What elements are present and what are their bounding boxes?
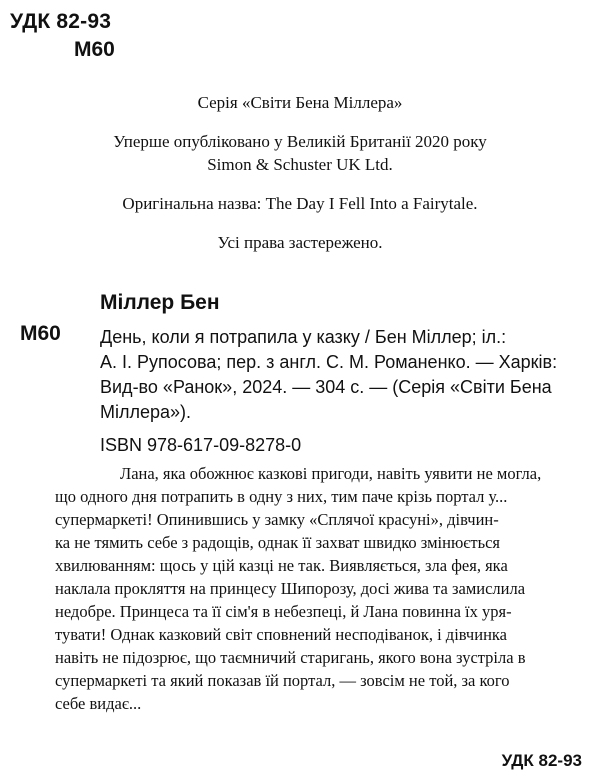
annotation-line: тувати! Однак казковий світ сповнений несподіванок, і дівчинка bbox=[55, 625, 507, 644]
original-title-line: Оригінальна назва: The Day I Fell Into a Fairytale. bbox=[122, 194, 478, 213]
description-line: Міллера»). bbox=[100, 402, 192, 422]
annotation-line: що одного дня потрапить в одну з них, тим паче крізь портал у... bbox=[55, 487, 508, 506]
udk-code-top: УДК 82-93 bbox=[10, 10, 112, 33]
publisher-line: Simon & Schuster UK Ltd. bbox=[207, 155, 393, 174]
annotation-line: ка не тямить себе з радощів, однак її захват швидко змінюється bbox=[55, 533, 501, 552]
annotation-line: наклала прокляття на принцесу Шипорозу, досі жива та замислила bbox=[55, 579, 526, 598]
annotation bbox=[55, 462, 580, 715]
first-published-line: Уперше опубліковано у Великій Британії 2020 року bbox=[113, 132, 487, 151]
bibliographic-description bbox=[100, 325, 580, 425]
catalog-author: Міллер Бен bbox=[100, 291, 220, 314]
author-mark-top: М60 bbox=[74, 38, 115, 61]
description-line: День, коли я потрапила у казку / Бен Міллер; іл.: bbox=[100, 327, 507, 347]
udk-code-bottom: УДК 82-93 bbox=[501, 751, 582, 770]
annotation-line: супермаркеті та який показав їй портал, — зовсім не той, за кого bbox=[55, 671, 510, 690]
series-line: Серія «Світи Бена Міллера» bbox=[197, 93, 403, 112]
annotation-line: себе видає... bbox=[55, 694, 142, 713]
annotation-line: супермаркеті! Опинившись у замку «Сплячої красуні», дівчин- bbox=[55, 510, 499, 529]
rights-reserved-line: Усі права застережено. bbox=[217, 233, 383, 252]
isbn: ISBN 978-617-09-8278-0 bbox=[100, 435, 302, 455]
description-line: Вид-во «Ранок», 2024. — 304 с. — (Серія «Світи Бена bbox=[100, 377, 552, 397]
catalog-author-mark: М60 bbox=[20, 322, 61, 345]
description-line: А. І. Рупосова; пер. з англ. С. М. Романенко. — Харків: bbox=[100, 352, 558, 372]
annotation-line: навіть не підозрює, що таємничий старигань, якого вона зустріла в bbox=[55, 648, 526, 667]
annotation-line: Лана, яка обожнює казкові пригоди, навіть уявити не могла, bbox=[120, 464, 542, 483]
annotation-line: хвилюванням: щось у цій казці не так. Виявляється, зла фея, яка bbox=[55, 556, 508, 575]
annotation-line: недобре. Принцеса та її сім'я в небезпеці, й Лана повинна їх уря- bbox=[55, 602, 512, 621]
